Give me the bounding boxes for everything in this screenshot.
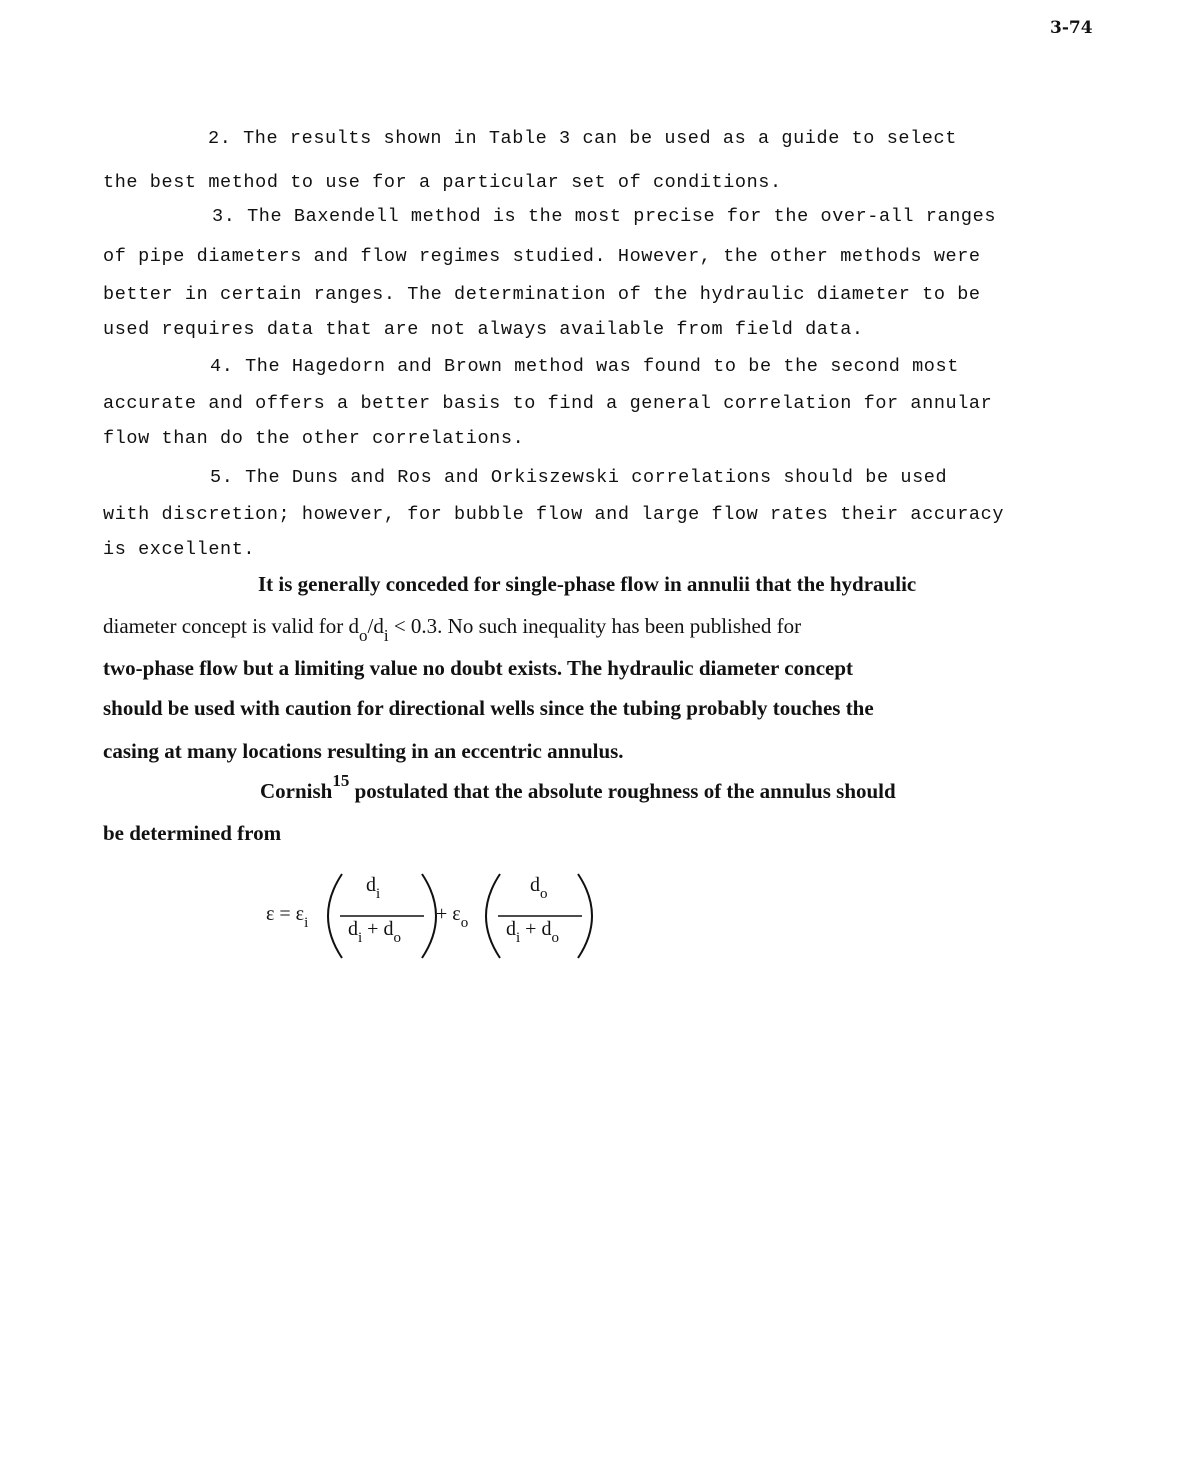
para2-line-2: be determined from [103,821,282,845]
equation-middle [436,903,469,931]
item-3-line-1: 3. The Baxendell method is the most precise for the over-all ranges [212,206,997,227]
den1-d: d [348,918,358,940]
item-3-line-4: used requires data that are not always available from field data. [103,319,864,340]
item-3-line-2: of pipe diameters and flow regimes studied. However, the other methods were [103,246,981,267]
para1-line-3: two-phase flow but a limiting value no doubt exists. The hydraulic diameter concept [103,656,854,680]
item-4-line-1: 4. The Hagedorn and Brown method was found to be the second most [210,356,959,377]
para2-line-1-rest: postulated that the absolute roughness of the annulus should [349,779,896,803]
numerator-1 [366,874,381,902]
item-5-line-3: is excellent. [103,539,256,560]
item-3-line-3: better in certain ranges. The determination of the hydraulic diameter to be [103,284,981,305]
eps-i-subscript: i [304,915,309,931]
den2-plus-d: + d [525,918,552,940]
equation-lhs [266,903,309,931]
subscript-o: o [359,626,368,645]
para1-line-2 [103,614,802,645]
item-5-line-2: with discretion; however, for bubble flow and large flow rates their accuracy [103,504,1005,525]
numerator-2 [530,874,548,902]
para1-line-1: It is generally conceded for single-phase flow in annulii that the hydraulic [258,572,917,596]
para1-line-4: should be used with caution for directional wells since the tubing probably touches the [103,696,874,720]
num1-subscript: i [376,886,381,902]
den1-subscript-i: i [358,930,363,946]
item-2-line-1: 2. The results shown in Table 3 can be used as a guide to select [208,128,957,149]
roughness-equation [256,866,616,966]
para2-line-1 [260,771,896,804]
page-number: 3-74 [1050,18,1093,38]
eps-o: ε [452,903,461,925]
item-4-line-3: flow than do the other correlations. [103,428,525,449]
reference-number: 15 [332,771,350,790]
para1-line-2-post: < 0.3. No such inequality has been published for [388,614,802,638]
subscript-i: i [383,626,389,645]
denominator-1 [348,918,401,946]
den1-plus-d: + d [367,918,394,940]
den2-subscript-o: o [551,930,559,946]
den2-d: d [506,918,516,940]
eps-o-subscript: o [460,915,469,931]
para1-line-2-pre: diameter concept is valid for d [103,614,359,638]
lhs-text: ε = ε [266,903,305,925]
para1-line-2-mid: /d [367,614,384,638]
num1-d: d [366,874,376,896]
plus-sign: + [436,903,448,925]
para1-line-5: casing at many locations resulting in an eccentric annulus. [103,739,624,763]
denominator-2 [506,918,559,946]
item-4-line-2: accurate and offers a better basis to find a general correlation for annular [103,393,993,414]
den1-subscript-o: o [393,930,401,946]
author-name: Cornish [260,779,333,803]
num2-d: d [530,874,540,896]
num2-subscript: o [540,886,548,902]
den2-subscript-i: i [516,930,521,946]
item-5-line-1: 5. The Duns and Ros and Orkiszewski correlations should be used [210,467,948,488]
item-2-line-2: the best method to use for a particular set of conditions. [103,172,782,193]
